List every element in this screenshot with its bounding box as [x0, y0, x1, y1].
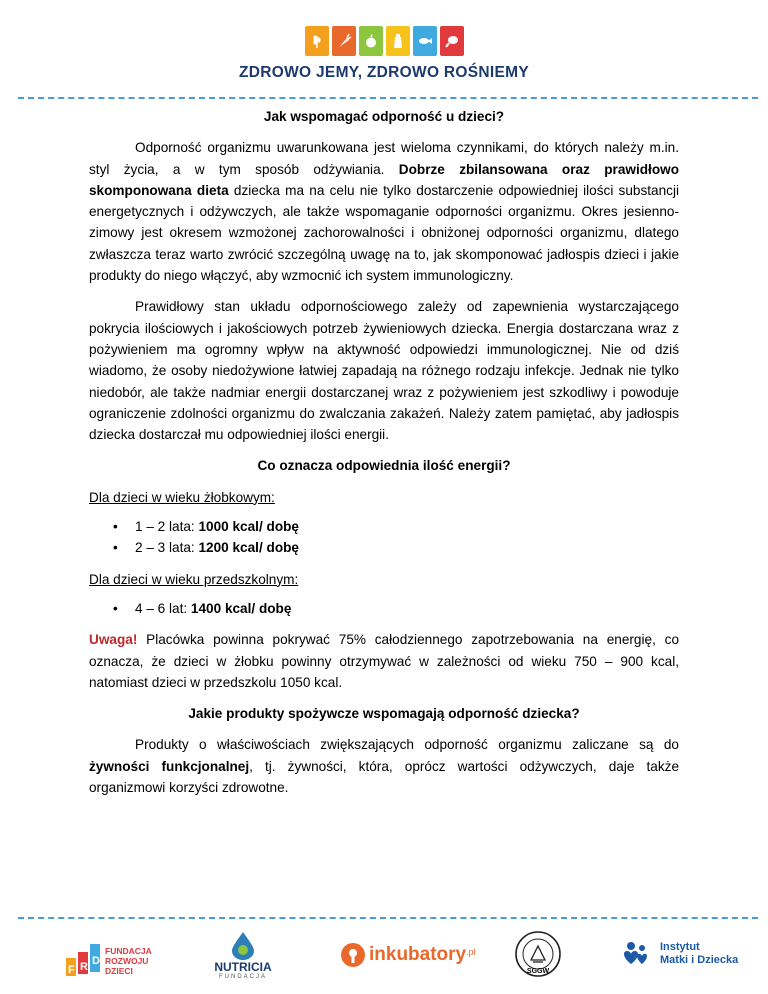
apple-icon [359, 26, 383, 56]
svg-text:D: D [92, 955, 100, 967]
article [89, 106, 679, 808]
bullet-list [89, 516, 679, 559]
nutricia-drop-icon [228, 930, 258, 960]
paragraph: Produkty o właściwościach zwiększających odporność organizmu zaliczane są do żywności funkcjonalnej, tj. żywności, która, oprócz wartości odżywczych, daje także organizmowi korzyści zdrowotne. [89, 737, 680, 796]
list-item: • 4 – 6 lat: 1400 kcal/ dobę [135, 598, 679, 619]
svg-text:F: F [68, 964, 75, 976]
section-title: Jakie produkty spożywcze wspomagają odporność dziecka? [188, 706, 580, 722]
inkubatory-mark-icon [340, 942, 366, 968]
section-title: Co oznacza odpowiednia ilość energii? [257, 458, 511, 474]
paragraph: Prawidłowy stan układu odpornościowego zależy od zapewnienia wystarczającego pokrycia ilościowych i jakościowych potrzeb żywieniowych dziecka. Energia dostarczana wraz z pożywieniem ma ogromny wpływ na aktywność odpowiedzi immunologicznej. Nie od dziś wiadomo, że osoby niedożywione łatwiej zapadają na różnego rodzaju infekcje. Jednak nie tylko niedobór, ale także nadmiar energii dostarczanej wraz z pożywieniem jest szkodliwy i powoduje ograniczenie zdolności organizmu do zwalczania zakażeń. Należy zatem pamiętać, aby jadłospis dziecka dostarczał mu odpowiedniej ilości energii. [89, 299, 679, 443]
note-paragraph: Uwaga! Placówka powinna pokrywać 75% całodziennego zapotrzebowania na energię, co oznacza, że dzieci w żłobku powinny otrzymywać w zależności od wieku 750 – 900 kcal, natomiast dzieci w przedszkolu 1050 kcal. [89, 632, 679, 690]
paragraph: Odporność organizmu uwarunkowana jest wieloma czynnikami, do których należy m.in. styl życia, a w tym sposób odżywiania. Dobrze zbilansowana oraz prawidłowo skomponowana dieta dziecka ma na celu nie tylko dostarczenie odpowiedniej ilości substancji energetycznych i odżywczych, ale także wspomaganie odporności organizmu. Okres jesienno-zimowy jest okresem wzmożonej zachorowalności i obniżonej odporności organizmu, dlatego zwłaszcza teraz warto zwrócić szczególną uwagę na to, jak skomponować jadłospis dzieci i jakie produkty do niego włączyć, aby wzmocnić ich system immunologiczny. [89, 140, 679, 284]
fish-icon [413, 26, 437, 56]
imid-hearts-icon [620, 938, 652, 970]
top-divider [18, 97, 758, 99]
food-icons-banner [0, 20, 768, 58]
meat-icon [440, 26, 464, 56]
list-item: • 1 – 2 lata: 1000 kcal/ dobę [135, 516, 679, 537]
milk-icon [386, 26, 410, 56]
frd-logo: F R D FUNDACJA ROZWOJU DZIECI [68, 946, 152, 976]
header [0, 20, 768, 82]
bottom-divider [18, 917, 758, 919]
sggw-seal-logo: SGGW [510, 930, 566, 975]
svg-text:R: R [80, 961, 88, 973]
group-heading: Dla dzieci w wieku przedszkolnym: [89, 571, 299, 587]
wheat-icon [305, 26, 329, 56]
carrot-icon [332, 26, 356, 56]
frd-mark-icon [66, 944, 102, 978]
footer-logos [0, 930, 768, 990]
note-label: Uwaga! [89, 632, 138, 648]
slogan: ZDROWO JEMY, ZDROWO ROŚNIEMY [239, 64, 529, 81]
group-heading: Dla dzieci w wieku żłobkowym: [89, 489, 275, 505]
inkubatory-logo: inkubatory .pl [340, 942, 476, 968]
list-item: • 2 – 3 lata: 1200 kcal/ dobę [135, 537, 679, 558]
nutricia-logo: NUTRICIA FUNDACJA [200, 930, 286, 980]
imid-logo: Instytut Matki i Dziecka [620, 938, 738, 970]
section-title: Jak wspomagać odporność u dzieci? [263, 109, 505, 124]
bullet-list [89, 598, 679, 619]
